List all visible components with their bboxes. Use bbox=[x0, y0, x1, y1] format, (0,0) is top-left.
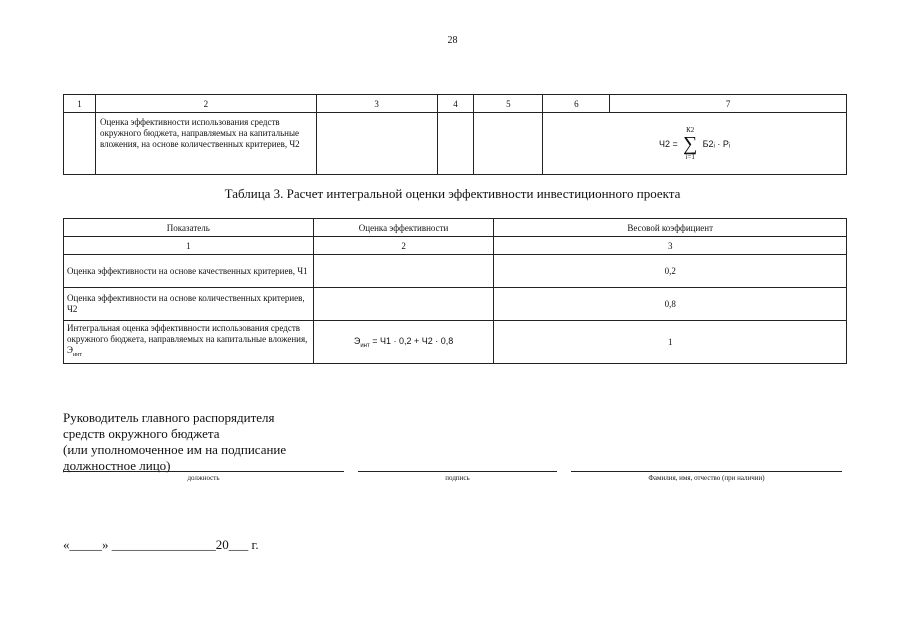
sum-operator bbox=[683, 126, 697, 162]
table-continuation bbox=[63, 94, 847, 175]
signature-line: (или уполномоченное им на подписание bbox=[63, 442, 287, 457]
indicator-text: Интегральная оценка эффективности использования средств окружного бюджета, направляемых на капитальные вложения, Э bbox=[67, 323, 308, 356]
table-cell bbox=[64, 113, 96, 175]
sigma-symbol: ∑ bbox=[683, 132, 698, 155]
integral-assessment-table bbox=[63, 218, 847, 364]
header-indicator: Показатель bbox=[64, 219, 314, 237]
formula-term: Б2ᵢ · Pᵢ bbox=[702, 138, 731, 149]
score-formula bbox=[313, 321, 494, 364]
column-number: 4 bbox=[437, 95, 474, 113]
weight-cell: 0,2 bbox=[494, 255, 847, 288]
score-cell bbox=[313, 288, 494, 321]
signature-title bbox=[63, 410, 286, 474]
column-number: 3 bbox=[316, 95, 437, 113]
table-cell bbox=[474, 113, 543, 175]
table-row bbox=[64, 321, 847, 364]
table-caption: Таблица 3. Расчет интегральной оценки эффективности инвестиционного проекта bbox=[224, 186, 681, 201]
column-number: 1 bbox=[64, 237, 314, 255]
formula-lhs: Ч2 = bbox=[659, 138, 678, 149]
formula-lhs: Э bbox=[353, 335, 361, 346]
column-number: 2 bbox=[95, 95, 316, 113]
signature-line: средств окружного бюджета bbox=[63, 426, 220, 441]
sum-upper-limit: К2 bbox=[686, 125, 695, 134]
signature-underline bbox=[358, 471, 557, 472]
weight-cell: 0,8 bbox=[494, 288, 847, 321]
column-number: 7 bbox=[610, 95, 847, 113]
signature-line: Руководитель главного распорядителя bbox=[63, 410, 275, 425]
table-row bbox=[64, 288, 847, 321]
table-row bbox=[64, 113, 847, 175]
column-number: 2 bbox=[313, 237, 494, 255]
indicator-cell: Оценка эффективности на основе количественных критериев, Ч2 bbox=[64, 288, 314, 321]
table-cell bbox=[316, 113, 437, 175]
formula-cell bbox=[543, 113, 847, 175]
indicator-cell: Оценка эффективности на основе качественных критериев, Ч1 bbox=[64, 255, 314, 288]
header-weight: Весовой коэффициент bbox=[494, 219, 847, 237]
indicator-subscript: инт bbox=[72, 351, 82, 358]
fullname-underline bbox=[571, 471, 842, 472]
column-number: 5 bbox=[474, 95, 543, 113]
row-description: Оценка эффективности использования средств окружного бюджета, направляемых на капитальные вложения, на основе количественных критериев, Ч2 bbox=[95, 113, 316, 175]
fullname-label: Фамилия, имя, отчество (при наличии) bbox=[648, 474, 765, 482]
table-header-row bbox=[64, 95, 847, 113]
sum-lower-limit: i=1 bbox=[685, 152, 695, 161]
date-line: «_____» ________________20___ г. bbox=[63, 537, 259, 552]
table-row bbox=[64, 255, 847, 288]
header-score: Оценка эффективности bbox=[313, 219, 494, 237]
score-cell bbox=[313, 255, 494, 288]
position-label: должность bbox=[187, 474, 220, 482]
formula-rhs: = Ч1 · 0,2 + Ч2 · 0,8 bbox=[369, 335, 454, 346]
weight-cell: 1 bbox=[494, 321, 847, 364]
signature-label: подпись bbox=[445, 474, 470, 482]
table-header-row bbox=[64, 219, 847, 237]
signature-line: должностное лицо) bbox=[63, 458, 171, 473]
table-cell bbox=[437, 113, 474, 175]
column-number: 1 bbox=[64, 95, 96, 113]
formula-subscript: инт bbox=[360, 342, 370, 349]
column-number: 6 bbox=[543, 95, 610, 113]
table-number-row bbox=[64, 237, 847, 255]
indicator-cell bbox=[64, 321, 314, 364]
column-number: 3 bbox=[494, 237, 847, 255]
page-number: 28 bbox=[447, 35, 458, 46]
position-underline bbox=[63, 471, 344, 472]
